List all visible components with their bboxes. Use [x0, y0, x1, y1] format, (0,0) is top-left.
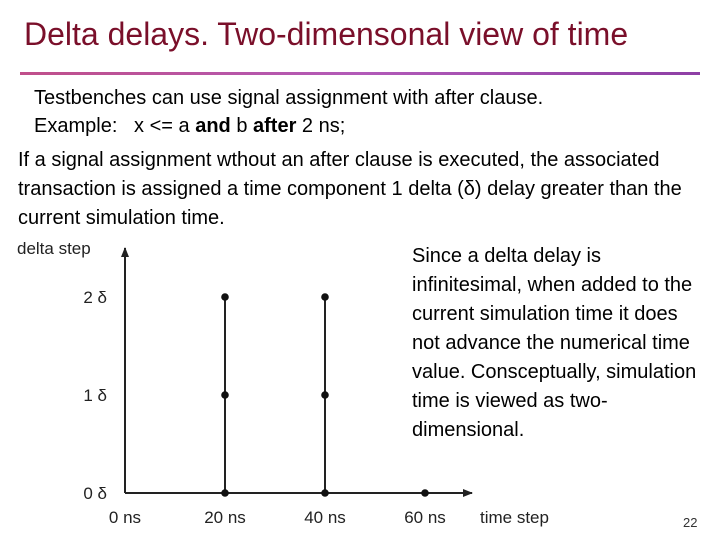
page-number: 22 [683, 515, 698, 530]
example-prefix: Example: x <= a [34, 115, 196, 137]
data-point [221, 489, 229, 497]
delta-paragraph: If a signal assignment wthout an after clause is executed, the associated transaction is assigned a time component 1 delta (δ) delay greater than the current simulation time. [18, 149, 682, 229]
keyword-after: after [253, 115, 297, 137]
data-point [221, 391, 229, 399]
y-axis-label: delta step [17, 239, 91, 258]
data-point [321, 391, 329, 399]
data-point [321, 489, 329, 497]
x-axis-label: time step [480, 508, 549, 527]
y-tick-label: 1 δ [83, 386, 107, 405]
x-tick-label: 20 ns [204, 508, 246, 527]
x-tick-label: 40 ns [304, 508, 346, 527]
side-explanation: Since a delta delay is infinitesimal, when added to the current simulation time it does not advance the numerical time value. Consceptually, simulation time is viewed as two-dimensional. [412, 245, 697, 441]
data-point [421, 489, 429, 497]
y-tick-label: 0 δ [83, 484, 107, 503]
chart-stems [225, 297, 325, 493]
data-point [221, 293, 229, 301]
intro-line-1: Testbenches can use signal assignment with after clause. [34, 87, 544, 109]
y-tick-label: 2 δ [83, 288, 107, 307]
x-tick-label: 0 ns [108, 508, 142, 527]
slide-title: Delta delays. Two-dimensonal view of time [24, 16, 629, 52]
example-mid: b [230, 115, 254, 137]
x-tick-label: 60 ns [404, 508, 446, 527]
data-point [321, 293, 329, 301]
keyword-and: and [195, 115, 231, 137]
example-suffix: 2 ns; [296, 115, 346, 137]
